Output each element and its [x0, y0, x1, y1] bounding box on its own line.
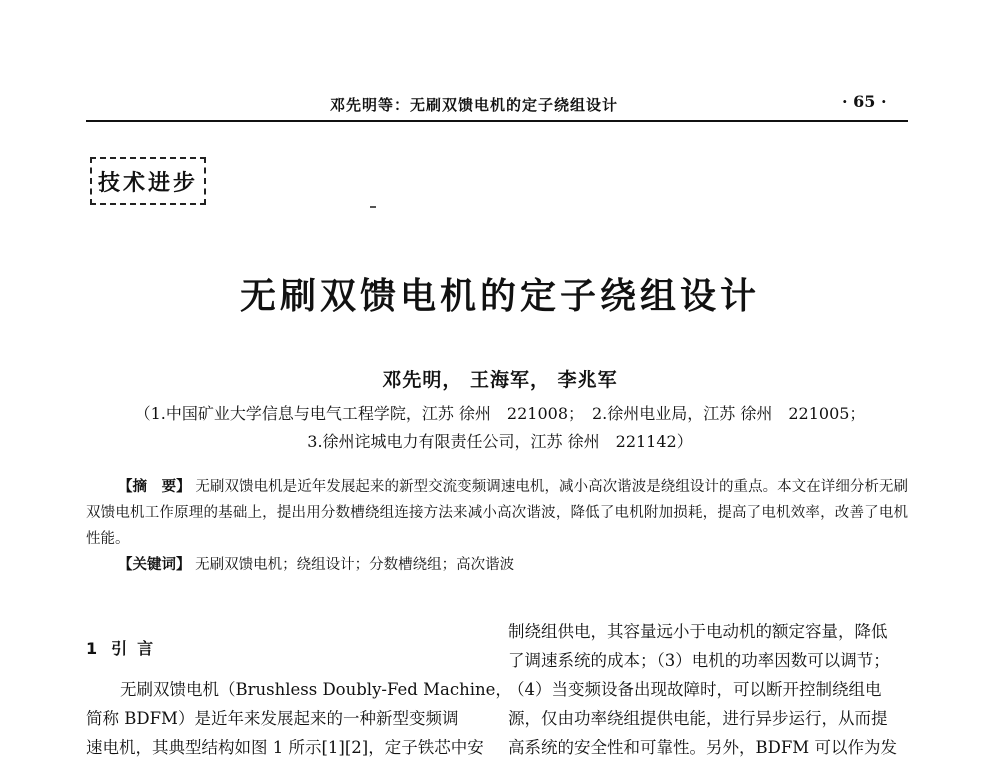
text-line: 速电机，其典型结构如图 1 所示[1][2]，定子铁芯中安: [86, 738, 484, 757]
abstract-block: [86, 474, 908, 578]
article-title: 无刷双馈电机的定子绕组设计: [239, 275, 760, 317]
keywords: [86, 552, 908, 578]
right-column: [508, 617, 906, 762]
text-line: 源，仅由功率绕组提供电能，进行异步运行，从而提: [508, 709, 888, 728]
abstract-text: 无刷双馈电机是近年发展起来的新型交流变频调速电机，减小高次谐波是绕组设计的重点。本文在详细分析无刷双馈电机工作原理的基础上，提出用分数槽绕组连接方法来减小高次谐波，降低了电机附加损耗，提高了电机效率，改善了电机性能。: [86, 479, 909, 547]
text-line: 了调速系统的成本；（3）电机的功率因数可以调节；: [508, 651, 890, 670]
text-line: 无刷双馈电机（Brushless Doubly-Fed Machine，: [120, 680, 512, 699]
abstract-label: 【摘 要】: [118, 479, 191, 495]
section-tag: 技术进步: [90, 157, 206, 205]
section-number: 1: [86, 639, 98, 658]
text-line: （4）当变频设备出现故障时，可以断开控制绕组电: [508, 680, 882, 699]
keywords-label: 【关键词】: [118, 557, 191, 573]
authors: 邓先明， 王海军， 李兆军: [382, 369, 618, 391]
keywords-text: 无刷双馈电机；绕组设计；分数槽绕组；高次谐波: [195, 557, 515, 573]
text-line: 简称 BDFM）是近年来发展起来的一种新型变频调: [86, 709, 459, 728]
intro-paragraph: [86, 675, 512, 762]
abstract: [86, 474, 908, 552]
header-rule: [86, 120, 908, 122]
affiliation-line-2: 3.徐州诧城电力有限责任公司，江苏 徐州 221142）: [307, 432, 693, 451]
page-number: · 65 ·: [842, 92, 887, 111]
section-heading: [86, 634, 486, 663]
print-speck: [370, 206, 376, 208]
text-line: 制绕组供电，其容量远小于电动机的额定容量，降低: [508, 622, 888, 641]
left-column: [86, 634, 512, 762]
section-title: 引言: [111, 639, 164, 658]
text-line: 高系统的安全性和可靠性。另外，BDFM 可以作为发: [508, 738, 897, 757]
affiliation-line-1: （1.中国矿业大学信息与电气工程学院，江苏 徐州 221008； 2.徐州电业局，江苏 徐州 221005；: [134, 404, 866, 423]
running-head: 邓先明等：无刷双馈电机的定子绕组设计: [330, 96, 619, 114]
